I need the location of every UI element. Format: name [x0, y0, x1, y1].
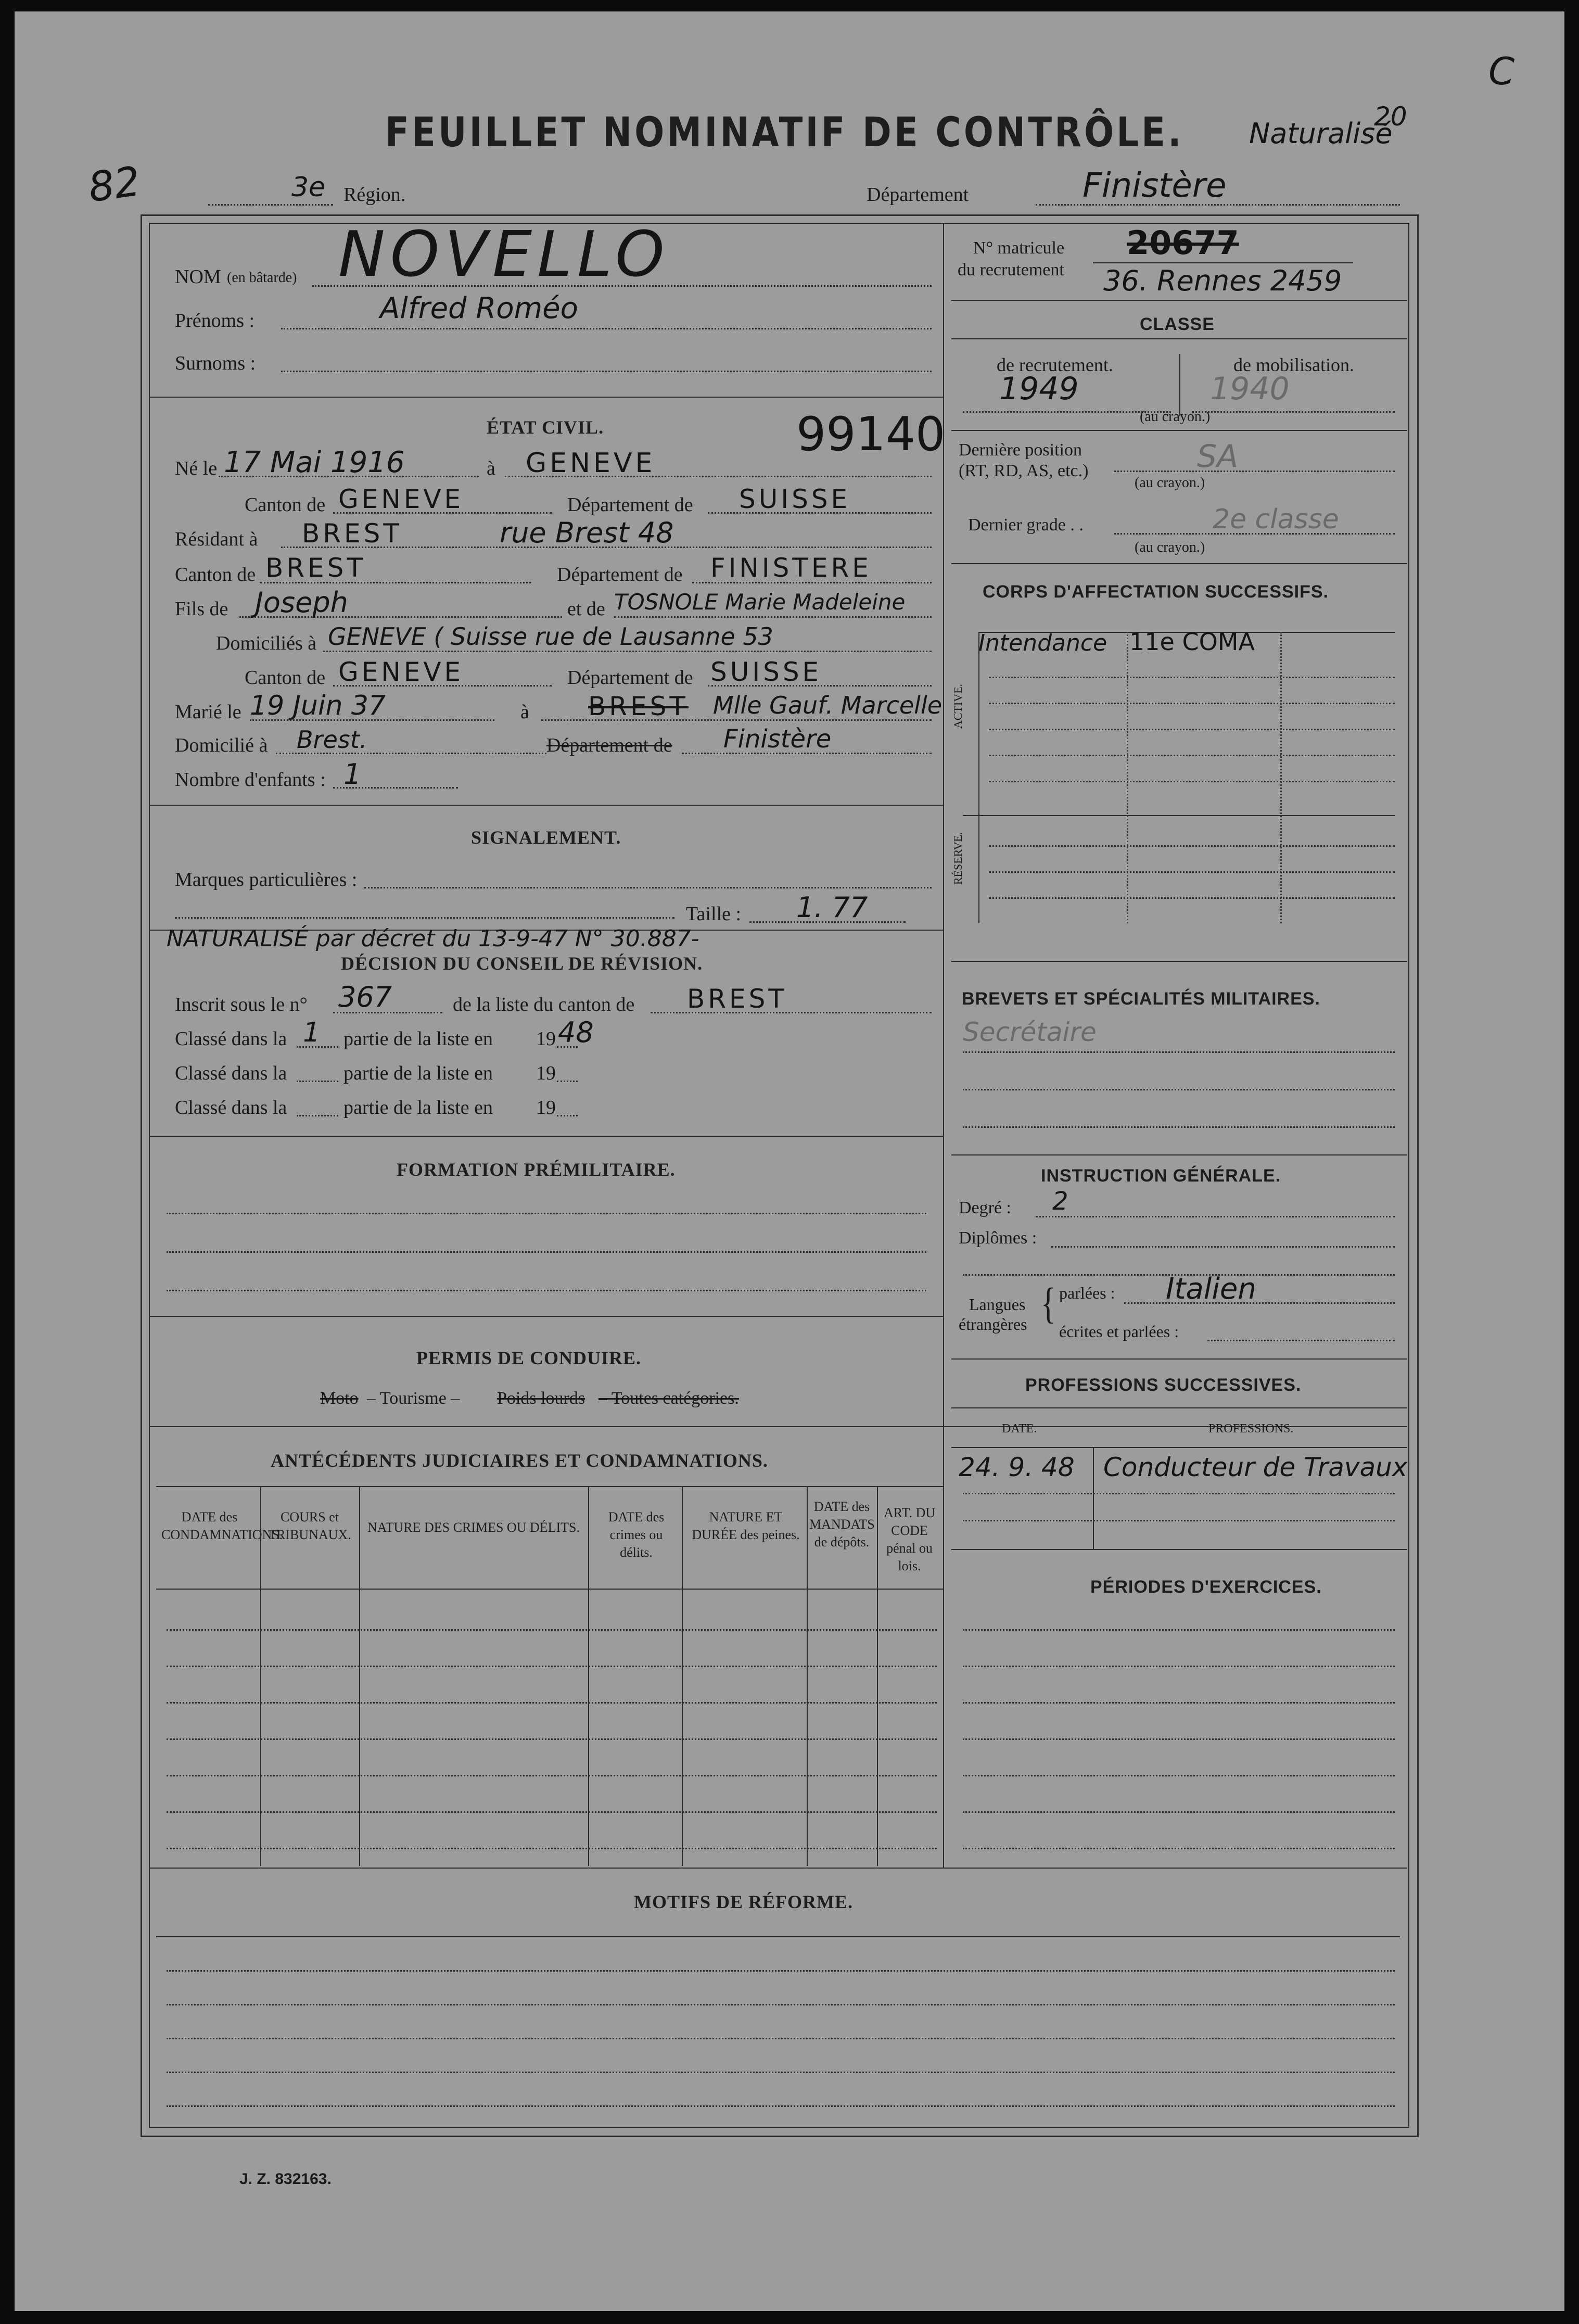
grade-crayon-note: (au crayon.): [1135, 539, 1205, 555]
canton3-value: GENEVE: [338, 657, 464, 687]
taille-value: 1. 77: [796, 891, 868, 924]
domicilie-value: Brest.: [297, 726, 367, 754]
register-number: 99140: [796, 407, 946, 462]
col-date-crimes: DATE des crimes ou délits.: [608, 1509, 665, 1560]
profession-date-1: 24. 9. 48: [959, 1452, 1075, 1482]
classe2-label: Classé dans la: [175, 1062, 287, 1084]
canton2-value: BREST: [265, 553, 366, 583]
derniere-position-label: Dernière position: [959, 440, 1082, 460]
mobilisation-label: de mobilisation.: [1233, 354, 1354, 375]
liste-label: de la liste du canton de: [453, 994, 635, 1015]
permis-moto: Moto: [320, 1389, 359, 1408]
marie-a-value: BREST: [588, 691, 689, 721]
ecrites-label: écrites et parlées :: [1059, 1322, 1179, 1341]
dernier-grade-label: Dernier grade . .: [968, 515, 1084, 535]
prenoms-label: Prénoms :: [175, 310, 255, 332]
ne-a-label: à: [487, 458, 495, 479]
canton2-label: Canton de: [175, 564, 256, 586]
profession-name-1: Conducteur de Travaux: [1103, 1452, 1408, 1482]
margin-number: 82: [85, 158, 144, 212]
surnoms-label: Surnoms :: [175, 352, 256, 374]
col-art-code: ART. DU CODE pénal ou lois.: [883, 1505, 936, 1573]
permis-toutes: – Toutes catégories.: [599, 1389, 739, 1408]
ne-le-label: Né le: [175, 458, 218, 479]
epouse-value: Mlle Gauf. Marcelle: [713, 691, 943, 719]
mere-label: et de: [567, 598, 605, 620]
marques-label: Marques particulières :: [175, 869, 358, 891]
inscrit-value: 367: [338, 981, 392, 1013]
region-label: Région.: [343, 184, 406, 206]
canton3-label: Canton de: [245, 667, 326, 689]
departement3-label: Département de: [567, 667, 693, 689]
professions-col-date: DATE.: [1002, 1422, 1037, 1436]
corner-number: 20: [1374, 101, 1407, 132]
revision-heading: DÉCISION DU CONSEIL DE RÉVISION.: [341, 953, 703, 974]
departement4-value: Finistère: [723, 725, 832, 754]
enfants-value: 1: [343, 758, 362, 791]
enfants-label: Nombre d'enfants :: [175, 769, 326, 791]
recrutement-label: de recrutement.: [997, 354, 1113, 375]
partie3-label: partie de la liste en: [343, 1097, 493, 1119]
resident-street: rue Brest 48: [500, 516, 674, 549]
marie-label: Marié le: [175, 701, 241, 723]
antecedents-heading: ANTÉCÉDENTS JUDICIAIRES ET CONDAMNATIONS.: [271, 1450, 768, 1471]
region-value: 3e: [291, 172, 326, 203]
nom-note: (en bâtarde): [227, 270, 297, 286]
ne-a-value: GENEVE: [526, 448, 656, 479]
annee1-value: 48: [558, 1016, 594, 1049]
departement4-label: Département de: [546, 734, 672, 756]
mere-value: TOSNOLE Marie Madeleine: [614, 589, 906, 615]
naturalisation-note: NATURALISÉ par décret du 13-9-47 N° 30.887-: [167, 925, 699, 952]
permis-poids-lourds: Poids lourds: [497, 1389, 585, 1408]
departement-label: Département: [867, 184, 969, 206]
domicilie-label: Domicilié à: [175, 734, 268, 756]
partie2-label: partie de la liste en: [343, 1062, 493, 1084]
permis-tourisme: – Tourisme –: [367, 1389, 460, 1408]
classe-heading: CLASSE: [1140, 314, 1215, 334]
domicilies-value: GENEVE ( Suisse rue de Lausanne 53: [328, 623, 773, 651]
classe3-label: Classé dans la: [175, 1097, 287, 1119]
classe-crayon-note: (au crayon.): [1140, 409, 1211, 425]
langues-label-1: Langues: [969, 1295, 1026, 1314]
fils-value: Joseph: [255, 586, 348, 619]
degre-label: Degré :: [959, 1198, 1012, 1217]
canton-value: GENEVE: [338, 484, 464, 514]
departement2-label: Département de: [557, 564, 683, 586]
position-crayon-note: (au crayon.): [1135, 475, 1205, 491]
canton-label: Canton de: [245, 494, 326, 516]
col-date-condamnations: DATE des CONDAMNATIONS.: [161, 1509, 283, 1542]
departement2-value: FINISTERE: [710, 553, 872, 583]
matricule-number: 20677: [1127, 224, 1239, 262]
partie1-label: partie de la liste en: [343, 1028, 493, 1050]
ne-le-value: 17 Mai 1916: [224, 446, 405, 479]
col-nature-crimes: NATURE DES CRIMES OU DÉLITS.: [367, 1520, 580, 1535]
footer-code: J. Z. 832163.: [239, 2170, 332, 2188]
brevets-heading: BREVETS ET SPÉCIALITÉS MILITAIRES.: [962, 989, 1320, 1009]
taille-label: Taille :: [686, 903, 742, 925]
year1-prefix: 19: [536, 1028, 556, 1050]
matricule-label-1: N° matricule: [973, 238, 1065, 258]
year2-prefix: 19: [536, 1062, 556, 1084]
reserve-label: RÉSERVE.: [951, 832, 964, 885]
periodes-heading: PÉRIODES D'EXERCICES.: [1090, 1577, 1322, 1597]
recrutement-value: 1949: [999, 371, 1079, 407]
col-date-mandats: DATE des MANDATS de dépôts.: [809, 1499, 875, 1550]
parlees-label: parlées :: [1059, 1284, 1115, 1302]
dernier-grade-value: 2e classe: [1213, 504, 1339, 535]
corner-mark: C: [1488, 49, 1515, 93]
permis-heading: PERMIS DE CONDUIRE.: [416, 1348, 642, 1368]
departement-de-value: SUISSE: [739, 484, 851, 514]
title-annotation: Naturalisé: [1249, 117, 1393, 150]
resident-value: BREST: [302, 518, 402, 549]
prenoms-value: Alfred Roméo: [380, 291, 578, 325]
corps-entry-2: 11e COMA: [1129, 628, 1255, 656]
instruction-heading: INSTRUCTION GÉNÉRALE.: [1041, 1166, 1281, 1186]
resident-label: Résidant à: [175, 528, 258, 550]
professions-heading: PROFESSIONS SUCCESSIVES.: [1025, 1375, 1302, 1395]
langues-label-2: étrangères: [959, 1315, 1027, 1334]
professions-col-professions: PROFESSIONS.: [1208, 1422, 1294, 1436]
etat-civil-heading: ÉTAT CIVIL.: [487, 417, 604, 438]
corps-heading: CORPS D'AFFECTATION SUCCESSIFS.: [983, 582, 1329, 602]
col-cours: COURS et TRIBUNAUX.: [268, 1509, 351, 1542]
departement-value: Finistère: [1083, 167, 1227, 205]
mobilisation-value: 1940: [1210, 371, 1290, 407]
col-nature-peines: NATURE ET DURÉE des peines.: [692, 1509, 800, 1542]
marie-value: 19 Juin 37: [250, 690, 386, 721]
year3-prefix: 19: [536, 1097, 556, 1119]
degre-value: 2: [1052, 1187, 1068, 1216]
derniere-position-sublabel: (RT, RD, AS, etc.): [959, 461, 1089, 480]
derniere-position-value: SA: [1197, 438, 1239, 475]
nom-label: NOM: [175, 266, 221, 288]
matricule-bureau: 36. Rennes 2459: [1103, 264, 1342, 297]
signalement-heading: SIGNALEMENT.: [471, 827, 621, 848]
langues-brace: {: [1041, 1279, 1056, 1327]
column-divider: [943, 223, 944, 1868]
formation-heading: FORMATION PRÉMILITAIRE.: [397, 1159, 676, 1180]
inscrit-label: Inscrit sous le n°: [175, 994, 308, 1015]
marie-a-label: à: [520, 701, 529, 723]
corps-entry-1: Intendance: [978, 630, 1107, 656]
domicilies-label: Domiciliés à: [216, 632, 317, 654]
fils-label: Fils de: [175, 598, 228, 620]
liste-value: BREST: [687, 984, 787, 1014]
brevets-value: Secrétaire: [963, 1017, 1097, 1047]
active-label: ACTIVE.: [951, 683, 964, 729]
departement3-value: SUISSE: [710, 657, 822, 687]
diplomes-label: Diplômes :: [959, 1228, 1037, 1248]
classe1-label: Classé dans la: [175, 1028, 287, 1050]
classe1-partie: 1: [303, 1017, 321, 1048]
reforme-heading: MOTIFS DE RÉFORME.: [634, 1891, 854, 1912]
departement-de-label: Département de: [567, 494, 693, 516]
document-title: FEUILLET NOMINATIF DE CONTRÔLE.: [385, 109, 1184, 156]
matricule-label-2: du recrutement: [958, 260, 1064, 280]
parlees-value: Italien: [1166, 1272, 1256, 1306]
nom-value: NOVELLO: [338, 219, 670, 291]
